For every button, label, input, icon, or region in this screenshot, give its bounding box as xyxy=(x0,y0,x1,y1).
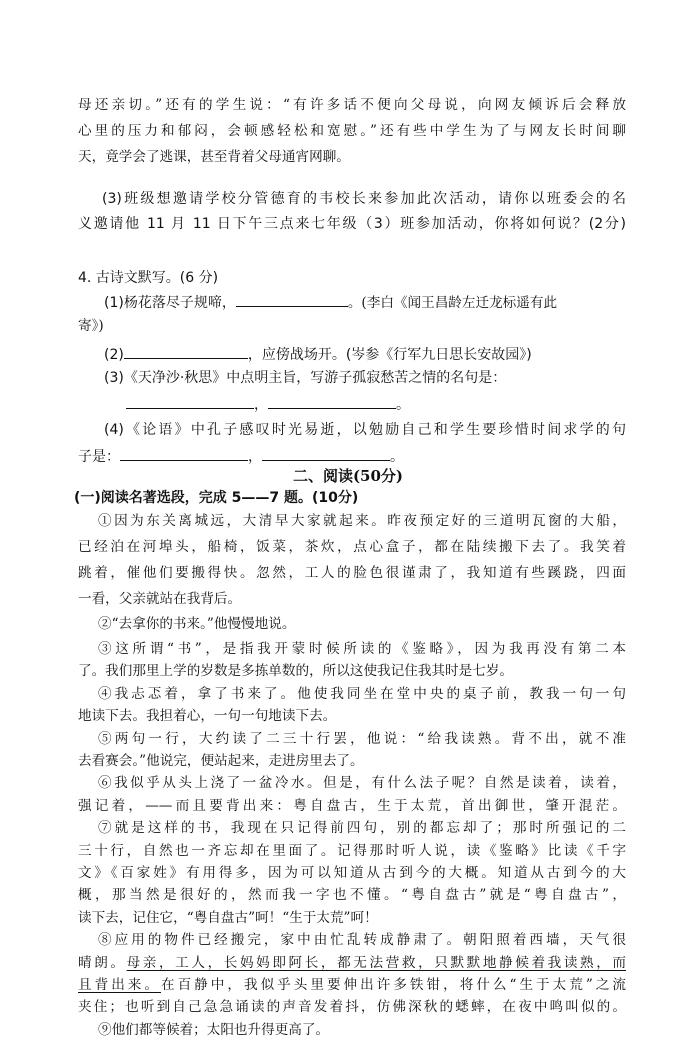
excerpt-line xyxy=(78,997,626,1017)
separator: ， xyxy=(254,397,268,413)
excerpt-line: 去看赛会。”他说完，便站起来，走进房里去了。 xyxy=(78,753,364,769)
excerpt-line: 概，那当然是很好的，然而我一字也不懂。“粤自盘古”就是“粤自盘古”， xyxy=(78,887,626,904)
underlined-text: 母亲，工人，长妈妈即阿长，都无法营救，只默默地静候着我读熟，而 xyxy=(126,954,626,971)
excerpt-line: 强记着，——而且要背出来：粤自盘古，生于太荒，首出御世，肇开混茫。 xyxy=(78,797,626,814)
section-sub-heading: (一)阅读名著选段，完成 5——7 题。(10分) xyxy=(74,490,359,506)
question-title: 4. 古诗文默写。(6 分) xyxy=(78,270,219,286)
excerpt-line: ②“去拿你的书来。”他慢慢地说。 xyxy=(98,616,296,632)
answer-blank[interactable] xyxy=(120,446,248,461)
item-text: (1)杨花落尽子规啼， xyxy=(104,295,236,311)
excerpt-line: 文》《百家姓》有用得多，因为可以知道从古到今的大概。知道从古到今的大 xyxy=(78,865,626,881)
separator: ， xyxy=(248,449,262,465)
excerpt-line xyxy=(78,975,626,995)
passage-line: 母还亲切。”还有的学生说：“有许多话不便向父母说，向网友倾诉后会释放 xyxy=(78,97,626,113)
excerpt-text: 晴朗。 xyxy=(78,954,127,971)
excerpt-line: ⑥我似乎从头上浇了一盆冷水。但是，有什么法子呢？自然是读着，读着， xyxy=(98,775,626,792)
answer-blank[interactable] xyxy=(268,394,396,409)
recitation-item-3-blanks xyxy=(126,394,626,415)
excerpt-line: 地读下去。我担着心，一句一句地读下去。 xyxy=(78,708,337,725)
excerpt-text: 夹住；也听到自己急急诵读的声音发着抖，仿佛深秋的蟋蟀，在夜中鸣叫似的。 xyxy=(78,999,626,1016)
terminator: 。 xyxy=(390,449,404,465)
question-line: (3)班级想邀请学校分管德育的韦校长来参加此次活动，请你以班委会的名 xyxy=(102,191,626,207)
section-heading: 二、阅读(50分) xyxy=(292,467,404,485)
excerpt-text: ⑧应用的物件已经搬完，家中由忙乱转成静肃了。朝阳照着西墙，天气很 xyxy=(98,932,626,949)
excerpt-text: 在百静中，我似乎头里要伸出许多铁钳，将什么“生于太荒”之流 xyxy=(160,977,626,993)
item-text: ，应傍战场开。(岑参《行军九日思长安故园》) xyxy=(247,347,532,363)
excerpt-line: ①因为东关离城远，大清早大家就起来。昨夜预定好的三道明瓦窗的大船， xyxy=(98,513,626,529)
answer-blank[interactable] xyxy=(236,292,348,307)
item-text: 。(李白《闻王昌龄左迁龙标遥有此 xyxy=(347,295,558,311)
recitation-item-1 xyxy=(104,292,626,313)
recitation-item-4-blanks xyxy=(78,446,626,467)
answer-blank[interactable] xyxy=(124,344,248,359)
excerpt-line: 了。我们那里上学的岁数是多拣单数的，所以这使我记住我其时是七岁。 xyxy=(78,663,513,680)
passage-line: 天，竟学会了逃课，甚至背着父母通宵网聊。 xyxy=(78,149,350,165)
excerpt-text: ⑨他们都等候着；太阳也升得更高了。 xyxy=(98,1021,330,1038)
recitation-item-4: (4)《论语》中孔子感叹时光易逝，以勉励自己和学生要珍惜时间求学的句 xyxy=(104,422,626,438)
excerpt-line: 已经泊在河埠头，船椅，饭菜，茶炊，点心盒子，都在陆续搬下去了。我笑着 xyxy=(78,539,626,555)
excerpt-line xyxy=(98,1020,626,1040)
recitation-item-3: (3)《天净沙·秋思》中点明主旨，写游子孤寂愁苦之情的名句是： xyxy=(104,370,507,386)
excerpt-line: 三十行，自然也一齐忘却在里面了。记得那时听人说，读《鉴略》比读《千字 xyxy=(78,842,626,859)
item-text: (2) xyxy=(104,347,124,363)
passage-line: 心里的压力和郁闷，会顿感轻松和宽慰。”还有些中学生为了与网友长时间聊 xyxy=(78,123,626,139)
excerpt-line: ⑦就是这样的书，我现在只记得前四句，别的都忘却了；那时所强记的二 xyxy=(98,820,626,837)
excerpt-line: 跳着，催他们要搬得快。忽然，工人的脸色很谨肃了，我知道有些蹊跷，四面 xyxy=(78,565,626,581)
excerpt-line: 一看，父亲就站在我背后。 xyxy=(78,591,242,607)
recitation-item-2 xyxy=(104,344,626,365)
excerpt-line: ④我忐忑着，拿了书来了。他使我同坐在堂中央的桌子前，教我一句一句 xyxy=(98,685,626,702)
excerpt-line xyxy=(78,953,626,973)
item-text: 子是： xyxy=(78,449,120,465)
excerpt-line: ⑤两句一行，大约读了二三十行罢，他说：“给我读熟。背不出，就不准 xyxy=(98,730,626,747)
terminator: 。 xyxy=(396,397,410,413)
excerpt-line: 读下去，记住它，“粤自盘古”呵！“生于太荒”呵！ xyxy=(78,909,378,926)
question-line: 义邀请他 11 月 11 日下午三点来七年级（3）班参加活动，你将如何说？(2分) xyxy=(78,216,626,232)
item-text: 寄》) xyxy=(78,318,104,334)
answer-blank[interactable] xyxy=(262,446,390,461)
underlined-text: 且背出来。 xyxy=(78,977,161,993)
excerpt-line: ③这所谓“书”，是指我开蒙时候所读的《鉴略》，因为我再没有第二本 xyxy=(98,641,626,657)
excerpt-line xyxy=(98,930,626,950)
answer-blank[interactable] xyxy=(126,394,254,409)
